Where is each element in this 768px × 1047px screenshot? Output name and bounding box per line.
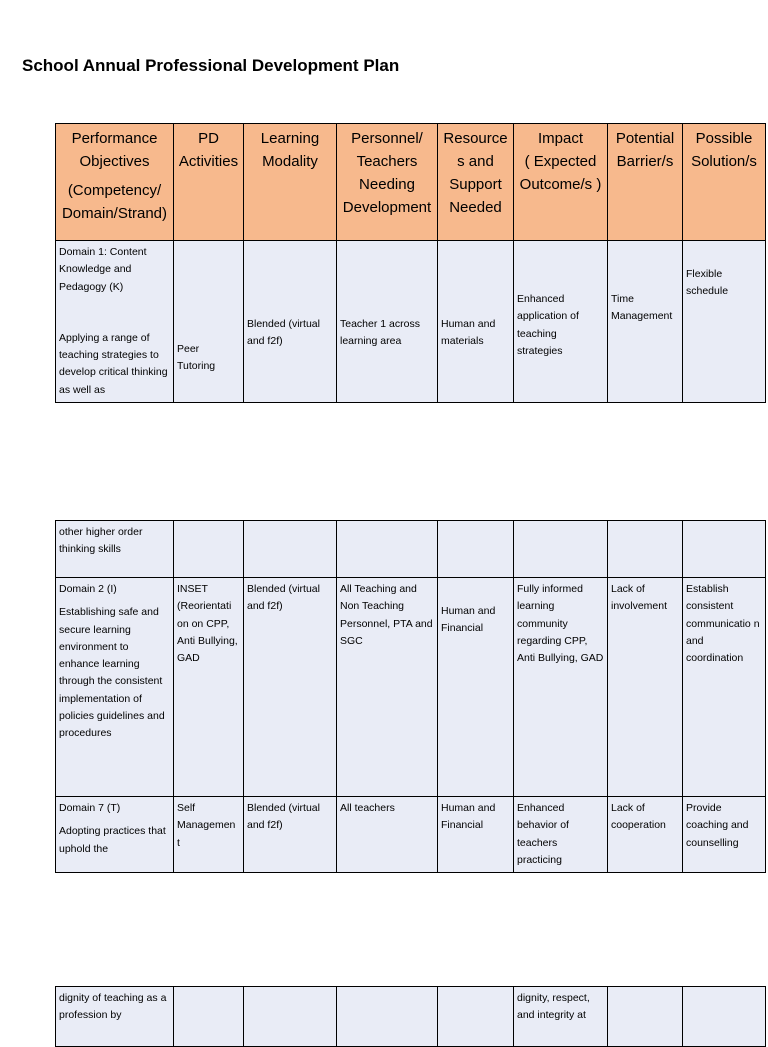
empty-cell [608, 521, 683, 578]
empty-cell [438, 987, 514, 1047]
header-resources: Resource s and Support Needed [438, 124, 514, 241]
objective-cell [56, 241, 174, 403]
header-impact [514, 124, 608, 241]
empty-cell [174, 521, 244, 578]
empty-cell [514, 521, 608, 578]
personnel-cell: All Teaching and Non Teaching Personnel, PTA and SGC [337, 578, 438, 797]
empty-cell [438, 521, 514, 578]
header-personnel: Personnel/ Teachers Needing Development [337, 124, 438, 241]
pd-plan-table-part-2 [55, 520, 766, 873]
table-row [56, 797, 766, 873]
empty-cell [244, 987, 337, 1047]
table-row [56, 521, 766, 578]
empty-cell [174, 987, 244, 1047]
objective-continuation-cell: other higher order thinking skills [56, 521, 174, 578]
pd-plan-table-part-3 [55, 986, 766, 1047]
barrier-cell: Lack of involvement [608, 578, 683, 797]
empty-cell [337, 521, 438, 578]
domain-1-label: Domain 1: Content Knowledge and Pedagogy (K) [59, 246, 147, 293]
empty-cell [683, 987, 766, 1047]
modality-cell: Blended (virtual and f2f) [244, 578, 337, 797]
empty-cell [683, 521, 766, 578]
empty-cell [337, 987, 438, 1047]
impact-cell: Enhanced behavior of teachers practicing [514, 797, 608, 873]
table-row [56, 578, 766, 797]
activity-cell: Peer Tutoring [174, 241, 244, 403]
objective-cell [56, 578, 174, 797]
modality-cell: Blended (virtual and f2f) [244, 241, 337, 403]
barrier-cell: Lack of cooperation [608, 797, 683, 873]
solution-cell: Provide coaching and counselling [683, 797, 766, 873]
header-learning-modality: Learning Modality [244, 124, 337, 241]
barrier-cell: Time Management [608, 241, 683, 403]
activity-cell: INSET (Reorientati on on CPP, Anti Bullying, GAD [174, 578, 244, 797]
table-row [56, 241, 766, 403]
header-possible-solutions: Possible Solution/s [683, 124, 766, 241]
personnel-cell: All teachers [337, 797, 438, 873]
header-pd-activities: PD Activities [174, 124, 244, 241]
domain-7-label: Domain 7 (T) [59, 802, 121, 814]
header-potential-barriers: Potential Barrier/s [608, 124, 683, 241]
personnel-cell: Teacher 1 across learning area [337, 241, 438, 403]
table-row [56, 987, 766, 1047]
solution-cell: Establish consistent communicatio n and coordination [683, 578, 766, 797]
resources-cell: Human and Financial [438, 797, 514, 873]
impact-cell: Fully informed learning community regarding CPP, Anti Bullying, GAD [514, 578, 608, 797]
table-header-row [56, 124, 766, 241]
empty-cell [244, 521, 337, 578]
resources-cell: Human and Financial [438, 578, 514, 797]
solution-cell: Flexible schedule [683, 241, 766, 403]
resources-cell: Human and materials [438, 241, 514, 403]
activity-cell: Self Managemen t [174, 797, 244, 873]
pd-plan-table-part-1 [55, 123, 766, 403]
objective-cell [56, 797, 174, 873]
header-impact-label: Impact [537, 130, 583, 147]
modality-cell: Blended (virtual and f2f) [244, 797, 337, 873]
header-expected-outcome-label: ( Expected Outcome/s ) [519, 153, 602, 193]
header-competency-label: (Competency/ Domain/Strand) [61, 182, 168, 222]
objective-1-text: Applying a range of teaching strategies to develop critical thinking as well as [59, 331, 168, 396]
header-performance-objectives [56, 124, 174, 241]
domain-2-label: Domain 2 (I) [59, 583, 117, 595]
impact-continuation-cell: dignity, respect, and integrity at [514, 987, 608, 1047]
objective-continuation-cell: dignity of teaching as a profession by [56, 987, 174, 1047]
objective-2-text: Establishing safe and secure learning environment to enhance learning through the consistent implementation of policies guidelines and procedures [59, 606, 165, 740]
header-performance-objectives-label: Performance Objectives [71, 130, 158, 170]
objective-7-text: Adopting practices that uphold the [59, 825, 166, 855]
document-title: School Annual Professional Development Plan [22, 56, 400, 75]
impact-cell: Enhanced application of teaching strategies [514, 241, 608, 403]
empty-cell [608, 987, 683, 1047]
